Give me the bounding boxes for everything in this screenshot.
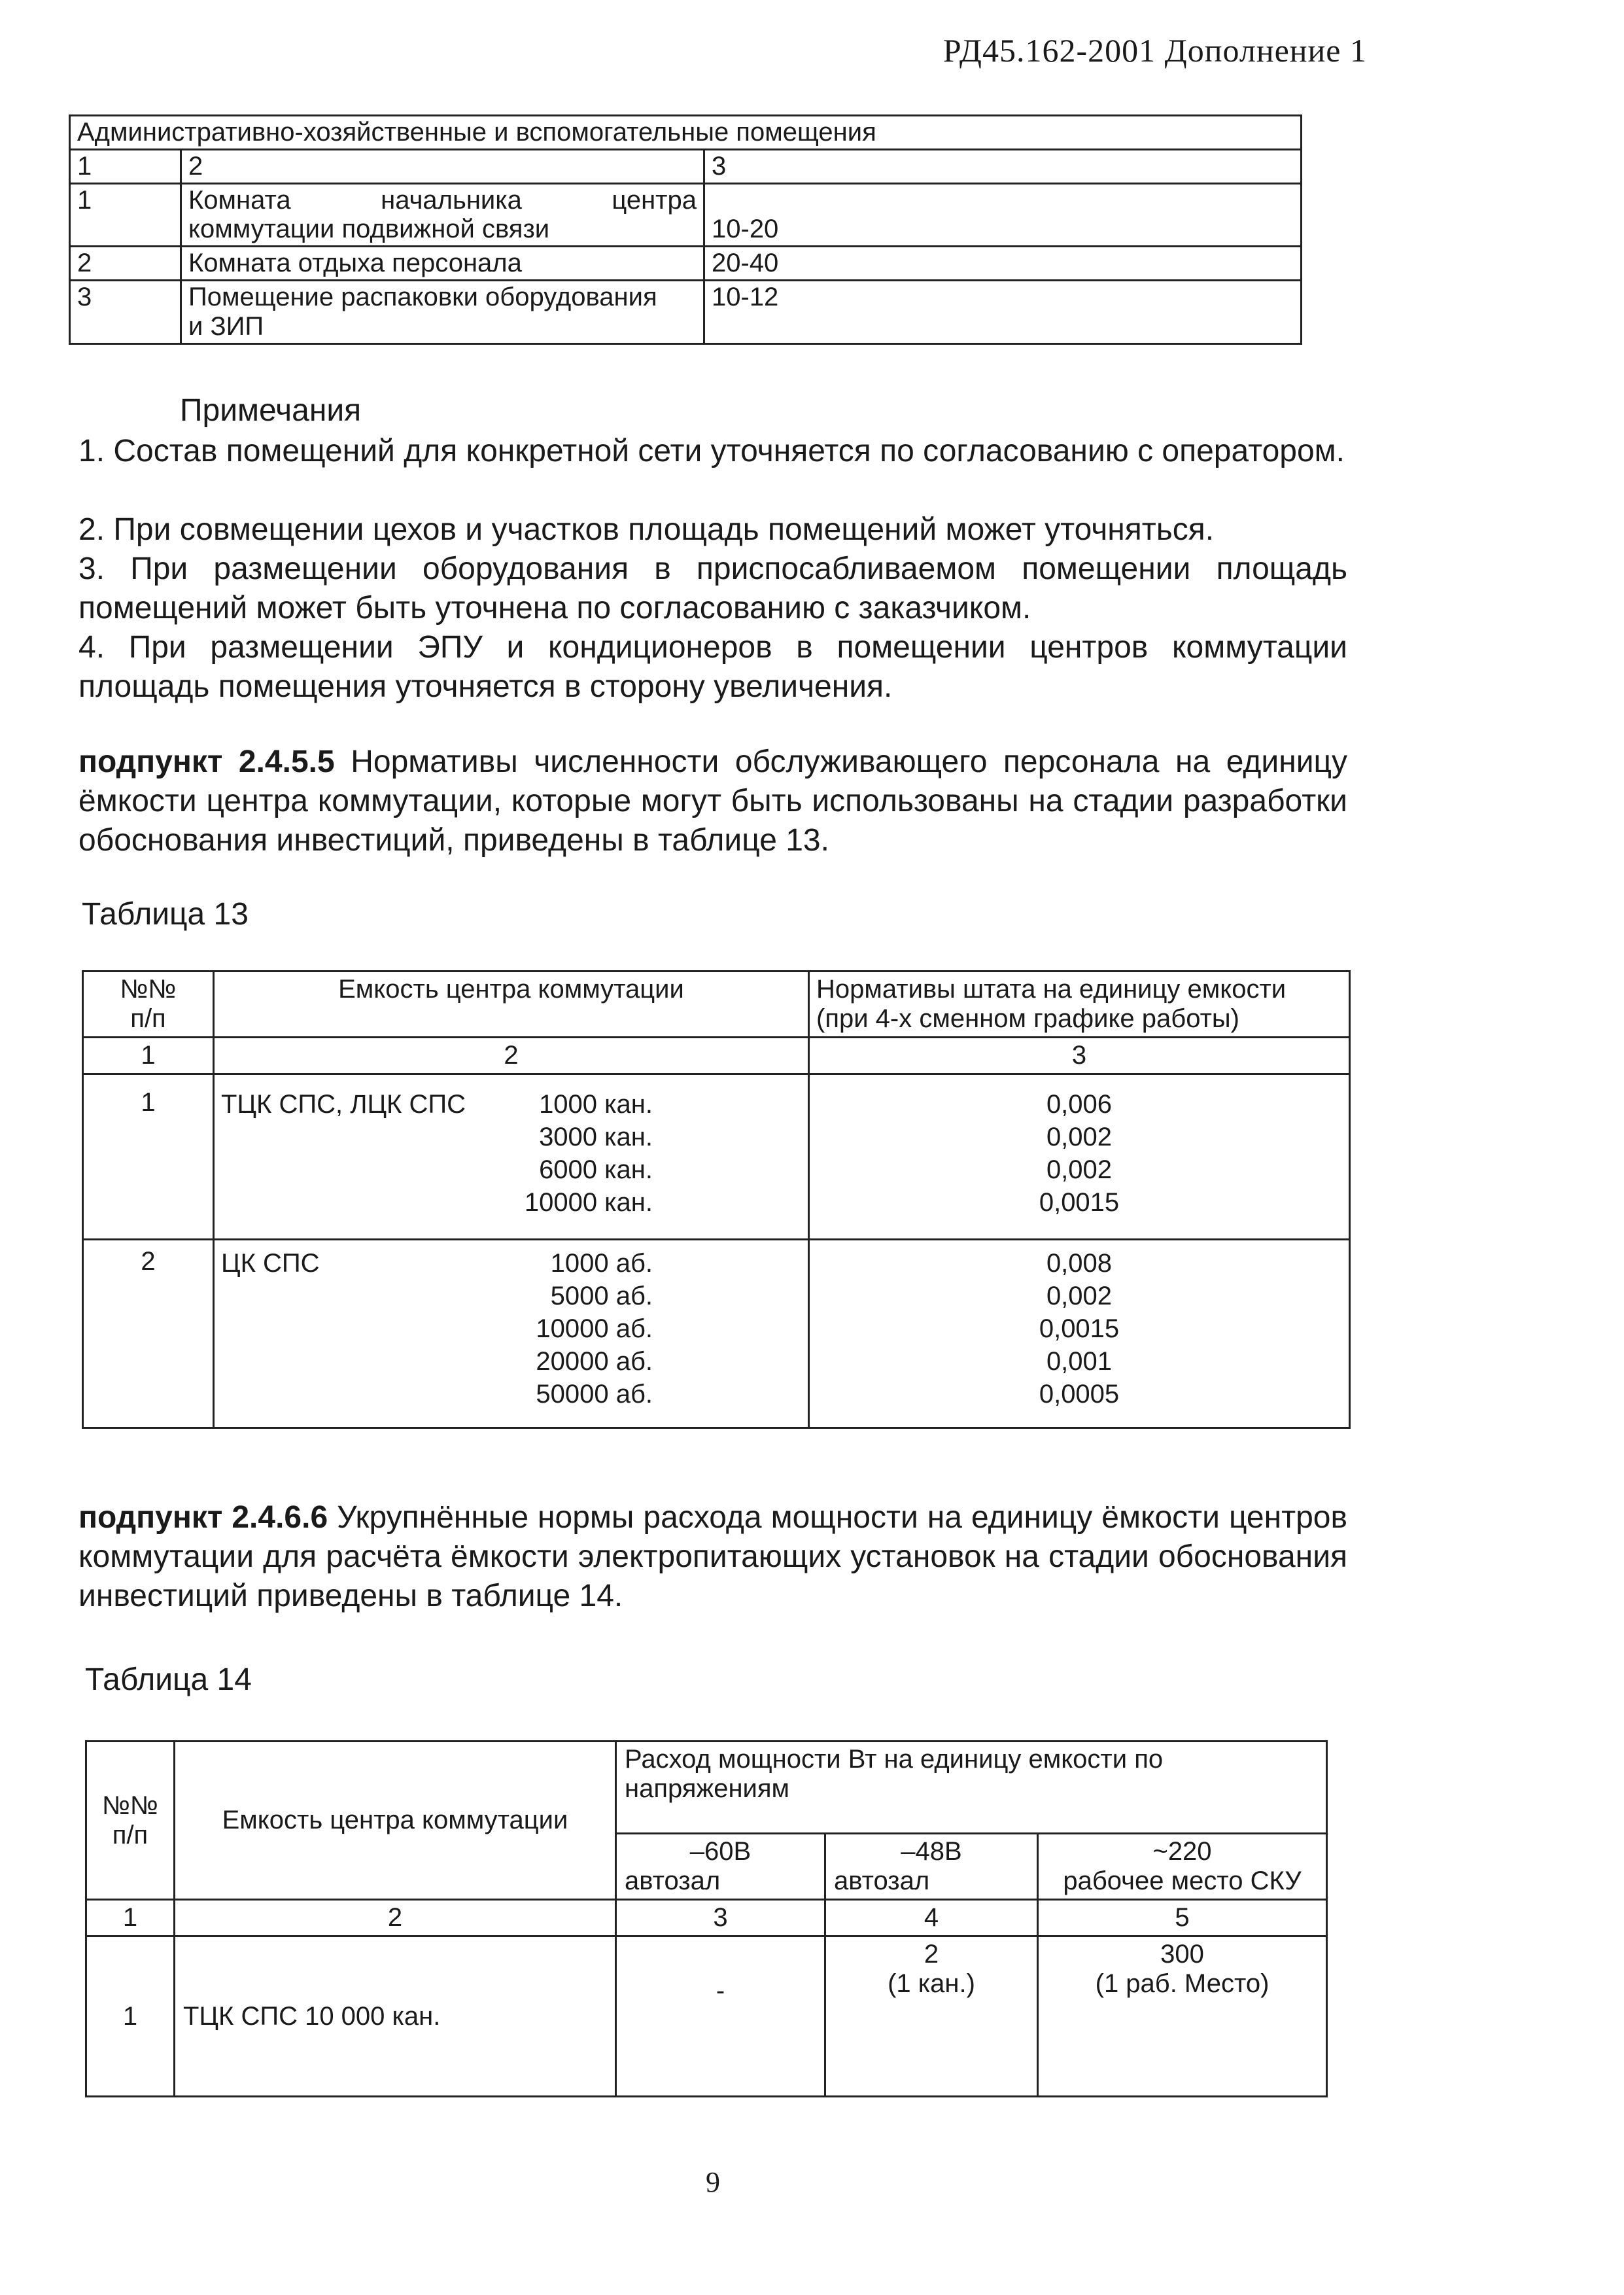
norm-value: 0,002	[1046, 1282, 1113, 1310]
col-number: 1	[86, 1900, 175, 1936]
header-text: автозал	[625, 1866, 721, 1895]
norm-value: 0,002	[1046, 1123, 1113, 1151]
header-cell	[809, 972, 1350, 1038]
section-title: Административно-хозяйственные и вспомогательные помещения	[70, 116, 1302, 150]
header-cell	[825, 1834, 1038, 1900]
header-text: (при 4-х сменном графике работы)	[816, 1004, 1239, 1033]
paragraph-2-4-6-6	[78, 1498, 1347, 1616]
room-name-line: Помещение распаковки оборудования	[188, 282, 657, 311]
header-cell: Емкость центра коммутации	[214, 972, 809, 1038]
table13-caption: Таблица 13	[82, 897, 249, 932]
staffing-norms-table	[82, 970, 1351, 1429]
table-header-row	[83, 972, 1350, 1038]
header-text: рабочее место СКУ	[1063, 1866, 1302, 1895]
paragraph-lead: подпункт 2.4.5.5	[78, 745, 335, 779]
note-item: 3. При размещении оборудования в приспосабливаемом помещении площадь помещений может быть уточнена по согласованию с заказчиком.	[78, 552, 1347, 625]
header-text: ~220	[1152, 1837, 1212, 1866]
power-value: 2	[924, 1940, 939, 1969]
row-number: 1	[83, 1074, 214, 1240]
paragraph-text: Укрупнённые нормы расхода мощности на единицу ёмкости центров коммутации для расчёта ёмкости электропитающих установок на стадии обоснования инвестиций приведены в таблице 14.	[78, 1500, 1347, 1613]
capacity-value: 20000 аб.	[536, 1347, 653, 1376]
table14-caption: Таблица 14	[85, 1662, 252, 1697]
room-name-word: центра	[612, 185, 697, 215]
header-text: Нормативы штата на единицу емкости	[816, 975, 1287, 1004]
room-name-word: начальника	[381, 185, 522, 215]
power-unit: (1 кан.)	[888, 1969, 975, 1998]
capacity-value: 10000 кан.	[524, 1188, 653, 1217]
norm-value: 0,002	[1046, 1155, 1113, 1184]
table-row	[70, 183, 1302, 247]
table-row	[83, 1038, 1350, 1074]
room-name	[181, 183, 704, 247]
paragraph-lead: подпункт 2.4.6.6	[78, 1500, 328, 1535]
norm-value: 0,001	[1046, 1347, 1113, 1376]
note-item: 2. При совмещении цехов и участков площадь помещений может уточняться.	[78, 512, 1215, 547]
header-text: п/п	[112, 1820, 148, 1849]
table-row	[70, 149, 1302, 183]
capacity-value: 1000 аб.	[550, 1249, 653, 1278]
col-number: 3	[809, 1038, 1350, 1074]
table-row	[83, 1074, 1350, 1240]
table-row	[86, 1936, 1327, 2097]
col-number: 1	[70, 149, 181, 183]
col-number: 3	[616, 1900, 825, 1936]
header-text: автозал	[834, 1866, 930, 1895]
header-text: напряжениям	[625, 1774, 790, 1803]
capacity-value: 3000 кан.	[539, 1123, 653, 1151]
table-header-row	[86, 1742, 1327, 1834]
header-cell	[616, 1834, 825, 1900]
note-item: 4. При размещении ЭПУ и кондиционеров в помещении центров коммутации площадь помещения уточняется в сторону увеличения.	[78, 630, 1347, 704]
room-name-word: Комната	[188, 185, 291, 215]
col-number: 2	[181, 149, 704, 183]
header-text: –60В	[689, 1837, 752, 1866]
header-cell	[83, 972, 214, 1038]
col-number: 2	[175, 1900, 616, 1936]
norm-value: 0,0015	[1039, 1314, 1120, 1343]
table-row	[83, 1240, 1350, 1428]
power-value: 300	[1160, 1940, 1204, 1969]
capacity-value: 1000 кан.	[539, 1090, 653, 1119]
power-48v-cell	[825, 1936, 1038, 2097]
exchange-type: ЦК СПС	[221, 1249, 320, 1278]
notes-title: Примечания	[180, 393, 362, 428]
area-value: 10-12	[704, 280, 1302, 343]
header-text: №№	[102, 1791, 158, 1820]
document-id-header: РД45.162-2001 Дополнение 1	[942, 32, 1367, 69]
note-item: 1. Состав помещений для конкретной сети уточняется по согласованию с оператором.	[78, 434, 1345, 468]
col-number: 4	[825, 1900, 1038, 1936]
norm-value: 0,0005	[1039, 1380, 1120, 1409]
header-text: –48В	[901, 1837, 962, 1866]
room-name-line: и ЗИП	[188, 311, 264, 341]
capacity-cell: ТЦК СПС 10 000 кан.	[175, 1936, 616, 2097]
header-group-cell	[616, 1742, 1327, 1834]
row-number: 2	[83, 1240, 214, 1428]
power-220v-cell	[1038, 1936, 1327, 2097]
room-name: Комната отдыха персонала	[181, 247, 704, 281]
col-number: 2	[214, 1038, 809, 1074]
capacity-cell	[214, 1074, 809, 1240]
header-text: №№	[120, 975, 177, 1004]
row-number: 3	[70, 280, 181, 343]
norm-value: 0,008	[1046, 1249, 1113, 1278]
table-row	[70, 116, 1302, 150]
paragraph-2-4-5-5	[78, 743, 1347, 860]
premises-table	[69, 114, 1302, 345]
header-text: Расход мощности Вт на единицу емкости по	[625, 1745, 1164, 1774]
header-cell: Емкость центра коммутации	[175, 1742, 616, 1900]
norm-value: 0,0015	[1039, 1188, 1120, 1217]
table-row	[70, 247, 1302, 281]
capacity-value: 5000 аб.	[550, 1282, 653, 1310]
area-value: 10-20	[704, 183, 1302, 247]
norm-cell	[809, 1074, 1350, 1240]
page-number: 9	[706, 2166, 720, 2198]
row-number: 2	[70, 247, 181, 281]
header-cell	[86, 1742, 175, 1900]
row-number: 1	[70, 183, 181, 247]
exchange-type: ТЦК СПС, ЛЦК СПС	[221, 1090, 466, 1119]
col-number: 5	[1038, 1900, 1327, 1936]
area-value: 20-40	[704, 247, 1302, 281]
header-text: п/п	[130, 1004, 166, 1033]
capacity-value: 6000 кан.	[539, 1155, 653, 1184]
power-60v-value: -	[616, 1936, 825, 2097]
row-number: 1	[86, 1936, 175, 2097]
table-row	[86, 1900, 1327, 1936]
paragraph-text: Нормативы численности обслуживающего персонала на единицу ёмкости центра коммутации, которые могут быть использованы на стадии разработки обоснования инвестиций, приведены в таблице 13.	[78, 745, 1348, 858]
capacity-value: 10000 аб.	[536, 1314, 653, 1343]
norm-cell	[809, 1240, 1350, 1428]
capacity-cell	[214, 1240, 809, 1428]
power-unit: (1 раб. Место)	[1095, 1969, 1270, 1998]
col-number: 3	[704, 149, 1302, 183]
table-row	[70, 280, 1302, 343]
power-norms-table	[85, 1740, 1328, 2097]
col-number: 1	[83, 1038, 214, 1074]
room-name	[181, 280, 704, 343]
capacity-value: 50000 аб.	[536, 1380, 653, 1409]
header-cell	[1038, 1834, 1327, 1900]
room-name-line: коммутации подвижной связи	[188, 215, 550, 244]
norm-value: 0,006	[1046, 1090, 1113, 1119]
